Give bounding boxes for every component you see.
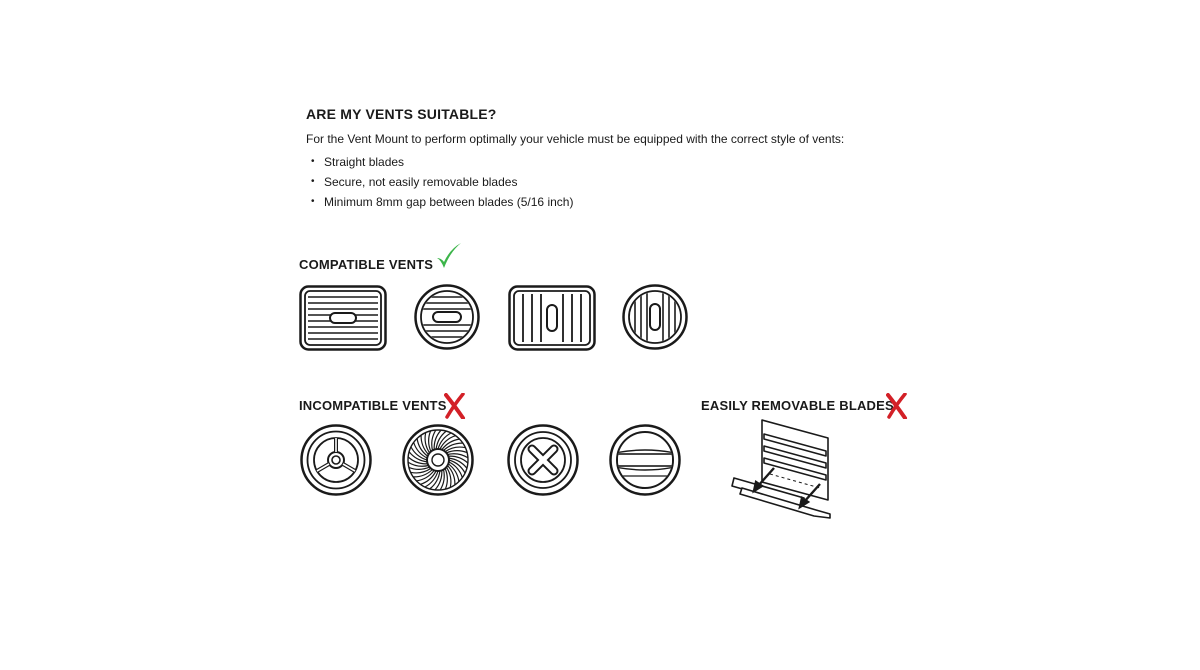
square-horizontal-vent-icon (299, 285, 387, 351)
compatible-vents-label: COMPATIBLE VENTS (299, 257, 434, 272)
cross-icon (886, 393, 908, 419)
turbine-blade (435, 470, 442, 490)
round-vertical-vent-icon (622, 284, 688, 350)
turbine-blade (445, 468, 447, 489)
removable-blades-illustration (730, 418, 840, 528)
spoke-vent-icon (299, 424, 373, 496)
intro-text: For the Vent Mount to perform optimally your vehicle must be equipped with the correct style of vents: (306, 132, 845, 146)
checkmark-icon (434, 242, 462, 270)
incompatible-vents-label: INCOMPATIBLE VENTS (299, 398, 447, 413)
turbine-blade (448, 456, 468, 463)
turbine-blade (429, 431, 431, 452)
turbine-blade (446, 451, 467, 453)
round-horizontal-vent-icon (414, 284, 480, 350)
removable-blades-label: EASILY REMOVABLE BLADES (701, 398, 894, 413)
cross-vent-icon (507, 424, 579, 496)
list-item: • Minimum 8mm gap between blades (5/16 inch) (306, 192, 573, 212)
cross-icon (444, 393, 466, 419)
turbine-blade (408, 457, 428, 464)
list-item: • Straight blades (306, 152, 573, 172)
ball-vent-icon (609, 424, 681, 496)
page-title: ARE MY VENTS SUITABLE? (306, 106, 497, 122)
requirements-list (306, 152, 573, 212)
turbine-blade (434, 430, 441, 450)
square-vertical-vent-icon (508, 285, 596, 351)
list-item: • Secure, not easily removable blades (306, 172, 573, 192)
turbine-blade (409, 467, 430, 469)
turbine-vent-icon (402, 424, 474, 496)
